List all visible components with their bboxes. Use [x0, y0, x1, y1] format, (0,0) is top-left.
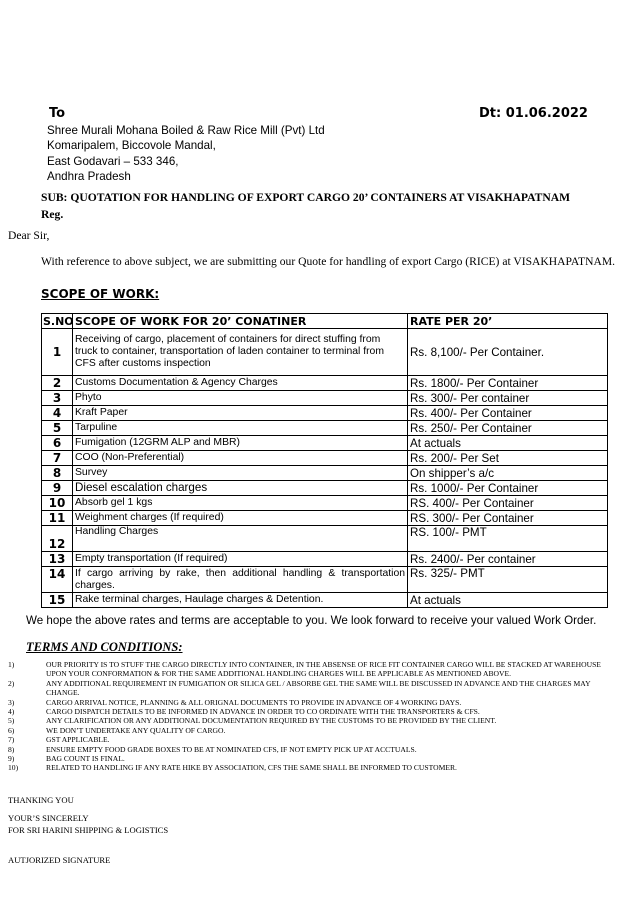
row-rate: Rs. 1000/- Per Container — [408, 481, 608, 496]
term-number: 4) — [8, 707, 15, 717]
term-number: 9) — [8, 754, 15, 764]
row-desc: Weighment charges (If required) — [73, 511, 408, 526]
row-rate: Rs. 400/- Per Container — [408, 406, 608, 421]
table-row — [42, 567, 608, 593]
table-row — [42, 593, 608, 608]
table-row — [42, 376, 608, 391]
term-number: 1) — [8, 660, 15, 669]
row-sno: 3 — [42, 391, 73, 406]
term-text: ANY ADDITIONAL REQUIREMENT IN FUMIGATION OR SILICA GEL / ABSORBE GEL THE SAME WILL BE DISCUSSED IN ADVANCE AND THE CHARGES MAY CHANGE. — [46, 678, 591, 698]
row-sno: 5 — [42, 421, 73, 436]
yours-sincerely: YOUR’S SINCERELY — [8, 813, 89, 823]
salutation: Dear Sir, — [8, 229, 50, 242]
scope-of-work-heading: SCOPE OF WORK: — [41, 287, 160, 301]
address-line: Andhra Pradesh — [47, 169, 131, 183]
row-rate: At actuals — [408, 436, 608, 451]
term-item — [8, 763, 608, 772]
term-item — [8, 679, 608, 698]
row-sno: 6 — [42, 436, 73, 451]
table-row — [42, 436, 608, 451]
row-sno: 10 — [42, 496, 73, 511]
table-header-row — [42, 314, 608, 329]
row-rate: Rs. 250/- Per Container — [408, 421, 608, 436]
intro-paragraph: With reference to above subject, we are submitting our Quote for handling of export Cargo (RICE) at VISAKHAPATNAM. — [41, 255, 616, 268]
company-name: FOR SRI HARINI SHIPPING & LOGISTICS — [8, 825, 169, 835]
table-row — [42, 391, 608, 406]
term-text: ANY CLARIFICATION OR ANY ADDITIONAL DOCUMENTATION REQUIRED BY THE CUSTOMS TO BE PROVIDED BY THE CLIENT. — [46, 716, 497, 726]
table-row — [42, 329, 608, 376]
row-rate: RS. 400/- Per Container — [408, 496, 608, 511]
term-text: CARGO ARRIVAL NOTICE, PLANNING & ALL ORIGNAL DOCUMENTS TO PROVIDE IN ADVANCE OF 4 WORKING DAYS. — [46, 697, 462, 707]
table-row — [42, 451, 608, 466]
row-desc: COO (Non-Preferential) — [73, 451, 408, 466]
row-desc: Diesel escalation charges — [73, 481, 408, 496]
term-text: RELATED TO HANDLING IF ANY RATE HIKE BY ASSOCIATION, CFS THE SAME SHALL BE INFORMED TO CUSTOMER. — [46, 763, 457, 773]
recipient-address — [47, 123, 325, 184]
row-rate: Rs. 325/- PMT — [408, 567, 608, 593]
header-sno: S.NO — [43, 314, 74, 328]
term-text: CARGO DISPATCH DETAILS TO BE INFORMED IN ADVANCE IN ORDER TO CO ORDINATE WITH THE TRANSPORTERS & CFS. — [46, 707, 480, 717]
row-desc: Handling Charges — [73, 526, 408, 552]
row-desc: Survey — [73, 466, 408, 481]
row-rate: Rs. 300/- Per container — [408, 391, 608, 406]
row-sno: 7 — [42, 451, 73, 466]
row-sno: 2 — [42, 376, 73, 391]
term-number: 3) — [8, 697, 15, 707]
address-line: Shree Murali Mohana Boiled & Raw Rice Mill (Pvt) Ltd — [47, 124, 325, 137]
row-rate: RS. 300/- Per Container — [408, 511, 608, 526]
term-number: 2) — [8, 678, 15, 688]
table-row — [42, 496, 608, 511]
row-desc: Tarpuline — [73, 421, 408, 436]
subject-reg: Reg. — [41, 207, 64, 221]
row-desc: Absorb gel 1 kgs — [73, 496, 408, 511]
row-desc: Rake terminal charges, Haulage charges & Detention. — [73, 593, 408, 608]
term-item — [8, 707, 608, 716]
header-scope: SCOPE OF WORK FOR 20’ CONATINER — [73, 314, 408, 329]
term-text: WE DON’T UNDERTAKE ANY QUALITY OF CARGO. — [46, 725, 226, 735]
term-item — [8, 716, 608, 725]
terms-list — [8, 660, 608, 773]
row-sno: 8 — [42, 466, 73, 481]
row-sno: 14 — [42, 567, 73, 593]
address-line: East Godavari – 533 346, — [47, 154, 179, 168]
term-number: 5) — [8, 716, 15, 726]
table-row — [42, 406, 608, 421]
term-item — [8, 698, 608, 707]
term-text: BAG COUNT IS FINAL. — [46, 754, 125, 764]
table-row — [42, 481, 608, 496]
row-sno: 12 — [42, 526, 73, 552]
row-sno: 1 — [42, 329, 73, 376]
term-item — [8, 745, 608, 754]
row-desc: Kraft Paper — [73, 406, 408, 421]
term-item — [8, 754, 608, 763]
row-rate: Rs. 2400/- Per container — [408, 552, 608, 567]
term-number: 6) — [8, 725, 15, 735]
row-desc: Receiving of cargo, placement of containers for direct stuffing from truck to container, transportation of laden container to terminal from CFS after customs inspection — [73, 329, 408, 376]
row-rate: Rs. 8,100/- Per Container. — [408, 329, 608, 376]
row-rate: Rs. 1800/- Per Container — [408, 376, 608, 391]
row-rate: At actuals — [408, 593, 608, 608]
quotation-date: Dt: 01.06.2022 — [479, 106, 588, 121]
row-rate: On shipper’s a/c — [408, 466, 608, 481]
term-number: 7) — [8, 735, 15, 745]
row-sno: 11 — [42, 511, 73, 526]
terms-heading: TERMS AND CONDITIONS: — [26, 640, 183, 654]
row-rate: RS. 100/- PMT — [408, 526, 608, 552]
row-desc: If cargo arriving by rake, then additional handling & transportation charges. — [73, 567, 408, 593]
row-desc: Empty transportation (If required) — [73, 552, 408, 567]
row-desc: Fumigation (12GRM ALP and MBR) — [73, 436, 408, 451]
closing-note: We hope the above rates and terms are acceptable to you. We look forward to receive your valued Work Order. — [26, 614, 597, 627]
header-rate: RATE PER 20’ — [408, 314, 608, 329]
term-item — [8, 726, 608, 735]
authorized-signature: AUTJORIZED SIGNATURE — [8, 855, 111, 865]
table-row — [42, 511, 608, 526]
term-item — [8, 735, 608, 744]
table-row — [42, 526, 608, 552]
row-rate: Rs. 200/- Per Set — [408, 451, 608, 466]
term-text: GST APPLICABLE. — [46, 735, 110, 745]
row-desc: Phyto — [73, 391, 408, 406]
row-sno: 9 — [42, 481, 73, 496]
address-line: Komaripalem, Biccovole Mandal, — [47, 139, 216, 153]
row-sno: 15 — [42, 593, 73, 608]
term-text: OUR PRIORITY IS TO STUFF THE CARGO DIRECTLY INTO CONTAINER, IN THE ABSENSE OF RICE FIT CONTAINER CARGO WILL BE STACKED AT WAREHOUSE UPON YOUR CONFORMATION & FOR THE SAME ADDITIONAL HANDLING CHARGES WILL BE APPLICABLE AS MENTIONED ABOVE. — [46, 660, 601, 679]
subject-line — [41, 190, 611, 223]
subject-text: SUB: QUOTATION FOR HANDLING OF EXPORT CARGO 20’ CONTAINERS AT VISAKHAPATNAM — [41, 191, 571, 204]
to-label: To — [49, 106, 66, 121]
row-sno: 13 — [42, 552, 73, 567]
term-item — [8, 660, 608, 679]
table-row — [42, 466, 608, 481]
term-number: 8) — [8, 744, 15, 754]
rates-table — [41, 313, 608, 608]
row-sno: 4 — [42, 406, 73, 421]
table-row — [42, 421, 608, 436]
row-desc: Customs Documentation & Agency Charges — [73, 376, 408, 391]
term-number: 10) — [8, 763, 19, 773]
table-row — [42, 552, 608, 567]
term-text: ENSURE EMPTY FOOD GRADE BOXES TO BE AT NOMINATED CFS, IF NOT EMPTY PICK UP AT ACCTUALS. — [46, 744, 417, 754]
thanking-line: THANKING YOU — [8, 795, 74, 805]
